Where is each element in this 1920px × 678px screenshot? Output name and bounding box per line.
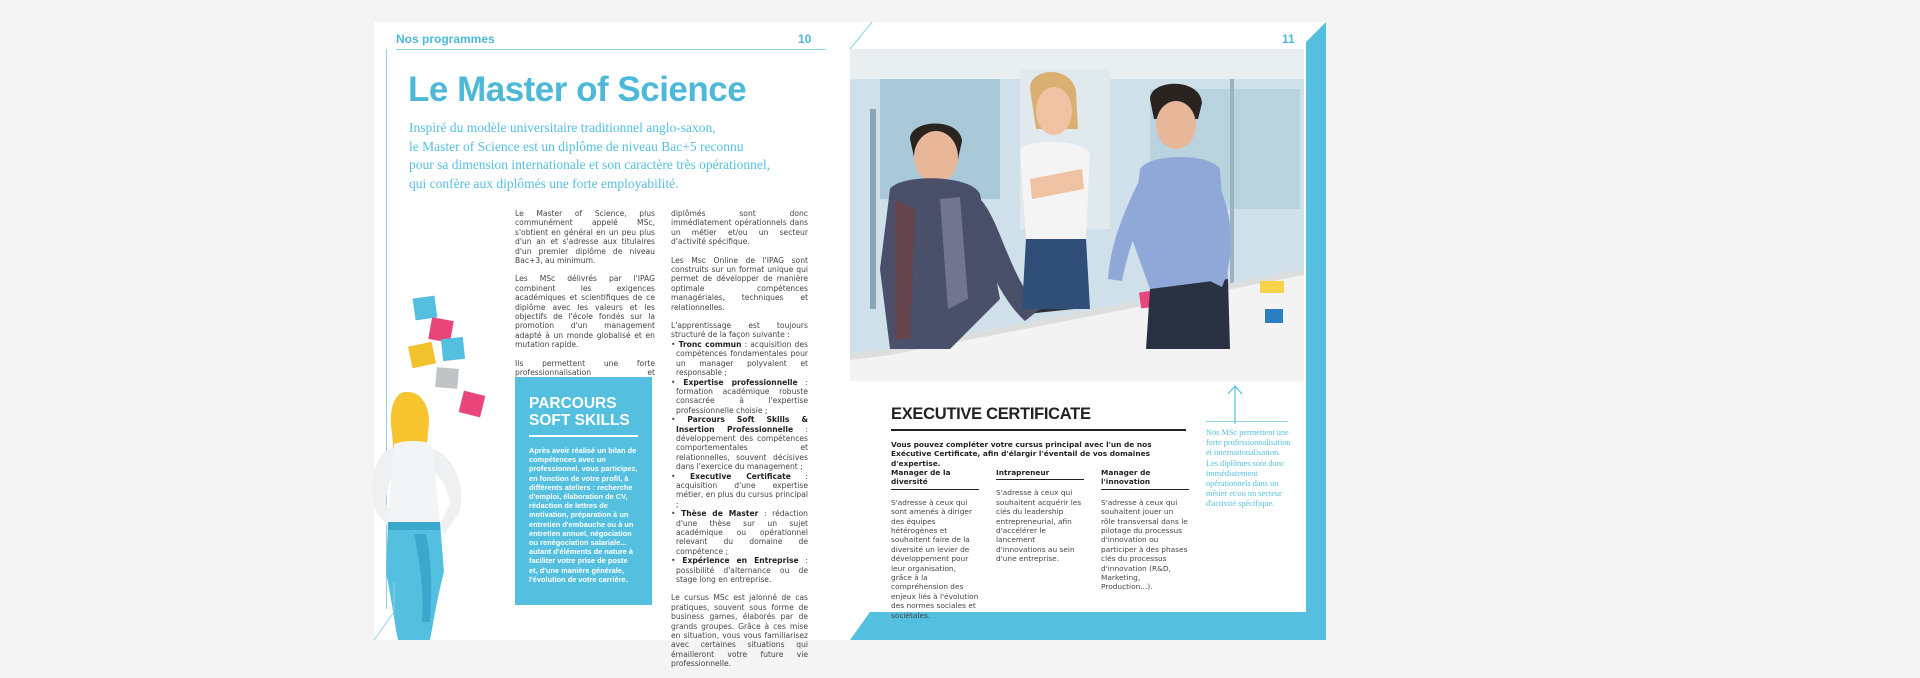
certificate-text: S'adresse à ceux qui sont amenés à diriger des équipes hétérogènes et souhaitent faire de la diversité un levier de développement pour leur organisation, grâce à la compréhension des enjeux liés à l'évolution des normes sociales et sociétales. [891,497,979,620]
list-item: • Expertise professionnelle : formation académique robuste consacrée à l'expertise professionnelle choisie ; [671,377,808,415]
list-item: • Expérience en Entreprise : possibilité d'alternance ou de stage long en entreprise. [671,556,808,585]
list-text: : possibilité d'alternance ou de stage long en entreprise. [676,556,808,585]
list-item: • Thèse de Master : rédaction d'une thèse sur un sujet académique ou opérationnel relevant du domaine de compétence ; [671,509,808,556]
soft-skills-text: Après avoir réalisé un bilan de compétences avec un professionnel, vous participez, en fonction de votre profil, à différents ateliers : recherche d'emploi, élaboration de CV, rédaction de lettres de motivation, préparation à un entretien d'embauche ou à un entretien annuel, négociation ou renégociation salariale... autant d'éléments de nature à faciliter votre prise de poste et, d'une manière générale, l'évolution de votre carrière. [529,446,638,584]
list-text: : développement des compétences comportementales et relationnelles, souvent décisives dans l'exercice du management ; [676,424,808,472]
list-term: Thèse de Master [681,509,759,519]
certificate-column [1101,468,1189,592]
soft-skills-rule [529,435,638,437]
list-item: • Tronc commun : acquisition des compétences fondamentales pour un manager polyvalent et responsable ; [671,339,808,378]
intro-text [409,119,809,193]
list-text: : acquisition des compétences fondamentales pour un manager polyvalent et responsable ; [676,339,808,378]
certificate-heading: Manager de l'innovation [1101,468,1189,490]
list-term: Executive Certificate [689,471,791,481]
intro-line: Inspiré du modèle universitaire traditionnel anglo-saxon, [409,120,716,135]
certificate-text: S'adresse à ceux qui souhaitent jouer un rôle transversal dans le pilotage du processus d'innovation ou participer à des phases clés du processus d'innovation (R&D, Marketing, Production...). [1101,497,1188,592]
corner-decoration [374,582,404,640]
brochure-spread [374,22,1326,669]
side-note-rule [1206,421,1288,422]
paragraph: Le Master of Science, plus communément appelé MSc, s'obtient en général en un peu plus d'un an et s'adresse aux titulaires d'un premier diplôme de niveau Bac+3, au minimum. [515,209,655,266]
certificate-text: S'adresse à ceux qui souhaitent acquérir les clés du leadership entrepreneurial, afin d'accélérer le lancement d'innovations au sein d'une entreprise. [996,488,1082,564]
certificate-heading: Manager de la diversité [891,468,979,490]
list-item: • Parcours Soft Skills & Insertion Professionnelle : développement des compétences comportementales et relationnelles, souvent décisives dans l'exercice du management ; [671,415,808,472]
soft-skills-title-line: SOFT SKILLS [529,412,630,429]
list-term: Expérience en Entreprise [682,556,799,566]
side-note: Nos MSc permettent une forte professionnalisation et internationalisation. Les diplômes sont donc immédiatement opérationnels dans un métier et/ou un secteur d'activité spécifique. [1206,428,1291,509]
page-title: Le Master of Science [408,70,747,109]
body-column-1 [515,209,655,396]
intro-line: qui confère aux diplômés une forte employabilité. [409,175,679,191]
executive-title-rule [891,429,1186,431]
right-page [850,22,1326,640]
intro-line: le Master of Science est un diplôme de niveau Bac+5 reconnu [409,138,744,154]
team-working-photo [850,49,1304,381]
list-item: • Executive Certificate : acquisition d'une expertise métier, en plus du cursus principal ; [671,471,808,509]
running-head: Nos programmes [396,32,495,46]
arrow-up-icon [1225,384,1245,424]
executive-intro: Vous pouvez compléter votre cursus principal avec l'un de nos Exécutive Certificate, afin d'élargir l'éventail de vos domaines d'expertise. [891,440,1152,468]
paragraph: diplômés sont donc immédiatement opérationnels dans un métier et/ou un secteur d'activité spécifique. [671,209,808,247]
paragraph: Les MSc délivrés par l'IPAG combinent les exigences académiques et scientifiques de ce diplôme avec les valeurs et les objectifs de l'école fondés sur la promotion d'un management adapté à un monde globalisé et en mutation rapide. [515,274,655,350]
certificate-column [996,468,1084,564]
page-number-right: 11 [1282,32,1295,46]
list-text: : formation académique robuste consacrée à l'expertise professionnelle choisie ; [676,377,808,415]
list-text: : acquisition d'une expertise métier, en plus du cursus principal ; [676,471,808,509]
paragraph: Le cursus MSc est jalonné de cas pratiques, souvent sous forme de business games, élaborés par de grands groupes. Grâce à ces mise en situation, vous vous familiarisez avec certaines situations qui émailleront votre future vie professionnelle. [671,593,808,669]
intro-line: pour sa dimension internationale et son caractère très opérationnel, [409,157,770,172]
paragraph: Ils permettent une forte professionnalisation et [515,358,655,378]
certificate-column [891,468,979,620]
soft-skills-title [529,395,638,429]
executive-certificate-title: EXECUTIVE CERTIFICATE [891,405,1091,423]
body-column-2 [671,209,808,678]
paragraph: L'apprentissage est toujours structuré de la façon suivante : [671,321,808,340]
page-number-left: 10 [798,32,812,46]
list-term: Parcours Soft Skills & Insertion Professionnelle [676,415,808,434]
left-page [374,22,850,669]
list-term: Tronc commun [678,339,742,349]
list-text: : rédaction d'une thèse sur un sujet académique ou opérationnel relevant du domaine de compétence ; [676,509,808,556]
structure-list [671,340,808,585]
soft-skills-title-line: PARCOURS [529,395,617,412]
soft-skills-box [515,377,652,605]
paragraph: Les Msc Online de l'IPAG sont construits sur un format unique qui permet de développer de manière optimale compétences managériales, techniques et relationnelles. [671,255,808,312]
certificate-heading: Intrapreneur [996,468,1084,480]
list-term: Expertise professionnelle [683,377,798,387]
header-rule [396,49,826,50]
